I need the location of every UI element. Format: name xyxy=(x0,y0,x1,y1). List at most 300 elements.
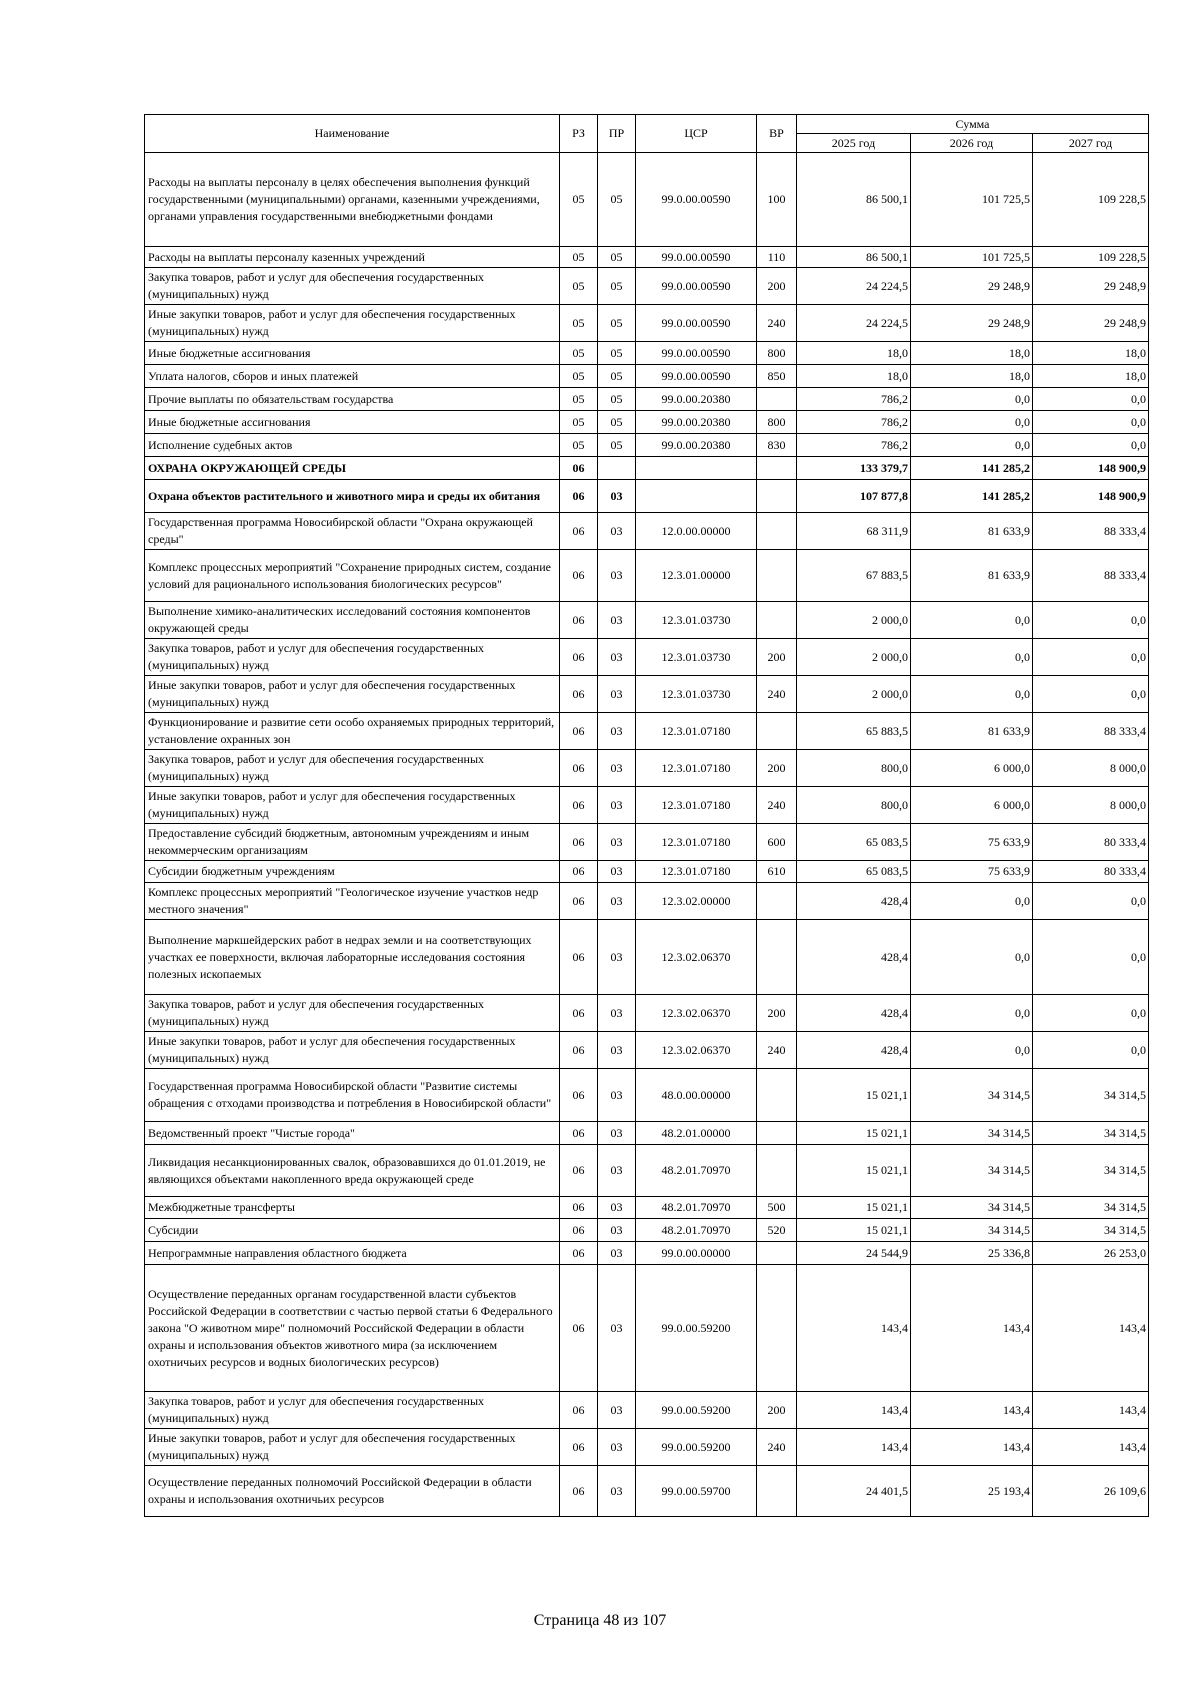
table-row xyxy=(145,1242,1149,1265)
cell-pr xyxy=(598,457,636,480)
cell-vr xyxy=(757,550,797,602)
cell-amount-2027: 29 248,9 xyxy=(1033,305,1149,342)
cell-csr xyxy=(636,457,757,480)
cell-amount-2027: 148 900,9 xyxy=(1033,457,1149,480)
table-row xyxy=(145,411,1149,434)
table-row xyxy=(145,861,1149,883)
table-row xyxy=(145,1219,1149,1242)
cell-amount-2025: 786,2 xyxy=(797,388,911,411)
cell-amount-2027: 0,0 xyxy=(1033,1032,1149,1069)
cell-csr: 12.3.01.07180 xyxy=(636,713,757,750)
cell-pr: 03 xyxy=(598,713,636,750)
cell-csr: 99.0.00.00590 xyxy=(636,268,757,305)
cell-vr xyxy=(757,602,797,639)
cell-pr: 03 xyxy=(598,861,636,883)
cell-amount-2027: 143,4 xyxy=(1033,1429,1149,1466)
cell-amount-2025: 2 000,0 xyxy=(797,602,911,639)
cell-rz: 06 xyxy=(560,602,598,639)
cell-amount-2025: 15 021,1 xyxy=(797,1145,911,1197)
cell-pr: 05 xyxy=(598,388,636,411)
cell-pr: 03 xyxy=(598,639,636,676)
cell-amount-2026: 6 000,0 xyxy=(911,750,1033,787)
table-row xyxy=(145,883,1149,920)
cell-rz: 06 xyxy=(560,883,598,920)
cell-name: Прочие выплаты по обязательствам государства xyxy=(145,388,560,411)
cell-amount-2027: 18,0 xyxy=(1033,365,1149,388)
cell-csr: 99.0.00.59200 xyxy=(636,1265,757,1392)
cell-pr: 05 xyxy=(598,411,636,434)
cell-pr: 03 xyxy=(598,513,636,550)
cell-pr: 03 xyxy=(598,1197,636,1219)
table-row xyxy=(145,513,1149,550)
cell-amount-2025: 15 021,1 xyxy=(797,1219,911,1242)
cell-amount-2026: 81 633,9 xyxy=(911,713,1033,750)
cell-name: Предоставление субсидий бюджетным, автономным учреждениям и иным некоммерческим организациям xyxy=(145,824,560,861)
cell-csr: 99.0.00.00590 xyxy=(636,305,757,342)
cell-name: Закупка товаров, работ и услуг для обеспечения государственных (муниципальных) нужд xyxy=(145,639,560,676)
cell-name: Ликвидация несанкционированных свалок, образовавшихся до 01.01.2019, не являющихся объектами накопленного вреда окружающей среде xyxy=(145,1145,560,1197)
cell-amount-2025: 67 883,5 xyxy=(797,550,911,602)
cell-name: Исполнение судебных актов xyxy=(145,434,560,457)
cell-amount-2025: 15 021,1 xyxy=(797,1122,911,1145)
cell-csr: 99.0.00.00590 xyxy=(636,247,757,268)
cell-csr: 48.2.01.70970 xyxy=(636,1145,757,1197)
cell-pr: 05 xyxy=(598,342,636,365)
cell-amount-2027: 80 333,4 xyxy=(1033,824,1149,861)
cell-amount-2025: 18,0 xyxy=(797,365,911,388)
cell-amount-2027: 143,4 xyxy=(1033,1265,1149,1392)
table-row xyxy=(145,920,1149,995)
cell-amount-2025: 15 021,1 xyxy=(797,1069,911,1122)
cell-name: ОХРАНА ОКРУЖАЮЩЕЙ СРЕДЫ xyxy=(145,457,560,480)
cell-amount-2025: 428,4 xyxy=(797,1032,911,1069)
cell-amount-2025: 143,4 xyxy=(797,1265,911,1392)
cell-vr: 240 xyxy=(757,305,797,342)
cell-amount-2027: 109 228,5 xyxy=(1033,153,1149,247)
table-row xyxy=(145,550,1149,602)
cell-rz: 06 xyxy=(560,1429,598,1466)
cell-amount-2026: 0,0 xyxy=(911,883,1033,920)
cell-rz: 05 xyxy=(560,388,598,411)
cell-rz: 05 xyxy=(560,305,598,342)
cell-amount-2026: 101 725,5 xyxy=(911,247,1033,268)
col-header-2026: 2026 год xyxy=(911,134,1033,153)
cell-csr: 12.3.02.06370 xyxy=(636,1032,757,1069)
cell-amount-2025: 143,4 xyxy=(797,1392,911,1429)
cell-name: Выполнение химико-аналитических исследований состояния компонентов окружающей среды xyxy=(145,602,560,639)
cell-amount-2025: 786,2 xyxy=(797,434,911,457)
cell-amount-2027: 26 253,0 xyxy=(1033,1242,1149,1265)
cell-amount-2027: 34 314,5 xyxy=(1033,1197,1149,1219)
cell-amount-2026: 81 633,9 xyxy=(911,550,1033,602)
cell-vr xyxy=(757,1122,797,1145)
cell-amount-2026: 18,0 xyxy=(911,365,1033,388)
cell-pr: 03 xyxy=(598,1242,636,1265)
cell-rz: 05 xyxy=(560,247,598,268)
cell-rz: 06 xyxy=(560,1032,598,1069)
col-header-vr: ВР xyxy=(757,115,797,153)
cell-vr: 240 xyxy=(757,1429,797,1466)
budget-table xyxy=(144,114,1149,1517)
cell-csr: 12.3.01.03730 xyxy=(636,676,757,713)
cell-csr: 12.3.01.07180 xyxy=(636,824,757,861)
cell-rz: 06 xyxy=(560,861,598,883)
cell-vr xyxy=(757,457,797,480)
table-row xyxy=(145,676,1149,713)
cell-pr: 03 xyxy=(598,787,636,824)
cell-amount-2026: 0,0 xyxy=(911,995,1033,1032)
table-row xyxy=(145,457,1149,480)
cell-pr: 03 xyxy=(598,1265,636,1392)
cell-name: Функционирование и развитие сети особо охраняемых природных территорий, установление охранных зон xyxy=(145,713,560,750)
table-header xyxy=(145,115,1149,153)
table-row xyxy=(145,1145,1149,1197)
cell-csr: 99.0.00.20380 xyxy=(636,388,757,411)
cell-pr: 03 xyxy=(598,1219,636,1242)
cell-rz: 05 xyxy=(560,268,598,305)
cell-amount-2025: 24 224,5 xyxy=(797,268,911,305)
cell-csr: 12.0.00.00000 xyxy=(636,513,757,550)
cell-rz: 06 xyxy=(560,750,598,787)
cell-amount-2025: 800,0 xyxy=(797,750,911,787)
cell-name: Иные закупки товаров, работ и услуг для обеспечения государственных (муниципальных) нужд xyxy=(145,787,560,824)
cell-vr: 240 xyxy=(757,1032,797,1069)
cell-rz: 06 xyxy=(560,1197,598,1219)
cell-csr: 12.3.01.03730 xyxy=(636,602,757,639)
col-header-pr: ПР xyxy=(598,115,636,153)
cell-amount-2026: 18,0 xyxy=(911,342,1033,365)
cell-vr xyxy=(757,1069,797,1122)
cell-rz: 06 xyxy=(560,639,598,676)
cell-amount-2025: 143,4 xyxy=(797,1429,911,1466)
cell-name: Иные закупки товаров, работ и услуг для обеспечения государственных (муниципальных) нужд xyxy=(145,1032,560,1069)
cell-amount-2027: 0,0 xyxy=(1033,602,1149,639)
cell-vr: 200 xyxy=(757,1392,797,1429)
cell-amount-2025: 24 401,5 xyxy=(797,1466,911,1517)
cell-name: Государственная программа Новосибирской области "Охрана окружающей среды" xyxy=(145,513,560,550)
cell-amount-2026: 0,0 xyxy=(911,676,1033,713)
cell-pr: 05 xyxy=(598,153,636,247)
cell-name: Закупка товаров, работ и услуг для обеспечения государственных (муниципальных) нужд xyxy=(145,750,560,787)
cell-vr xyxy=(757,480,797,513)
cell-amount-2027: 8 000,0 xyxy=(1033,787,1149,824)
cell-rz: 05 xyxy=(560,342,598,365)
cell-vr xyxy=(757,1265,797,1392)
cell-pr: 03 xyxy=(598,1466,636,1517)
cell-name: Выполнение маркшейдерских работ в недрах земли и на соответствующих участках ее поверхности, включая лабораторные исследования состояния полезных ископаемых xyxy=(145,920,560,995)
cell-vr: 200 xyxy=(757,995,797,1032)
cell-pr: 05 xyxy=(598,365,636,388)
cell-pr: 05 xyxy=(598,268,636,305)
cell-amount-2025: 2 000,0 xyxy=(797,639,911,676)
table-row xyxy=(145,1466,1149,1517)
cell-amount-2027: 88 333,4 xyxy=(1033,550,1149,602)
cell-vr: 240 xyxy=(757,787,797,824)
cell-rz: 06 xyxy=(560,676,598,713)
cell-amount-2026: 143,4 xyxy=(911,1392,1033,1429)
table-row xyxy=(145,1429,1149,1466)
cell-amount-2027: 0,0 xyxy=(1033,388,1149,411)
cell-csr: 99.0.00.00000 xyxy=(636,1242,757,1265)
cell-pr: 03 xyxy=(598,920,636,995)
cell-amount-2026: 75 633,9 xyxy=(911,824,1033,861)
cell-name: Закупка товаров, работ и услуг для обеспечения государственных (муниципальных) нужд xyxy=(145,1392,560,1429)
cell-amount-2027: 0,0 xyxy=(1033,995,1149,1032)
cell-rz: 06 xyxy=(560,824,598,861)
table-row xyxy=(145,268,1149,305)
table-row xyxy=(145,639,1149,676)
cell-amount-2027: 34 314,5 xyxy=(1033,1145,1149,1197)
cell-amount-2026: 143,4 xyxy=(911,1429,1033,1466)
cell-amount-2026: 0,0 xyxy=(911,388,1033,411)
cell-rz: 06 xyxy=(560,1466,598,1517)
cell-amount-2026: 34 314,5 xyxy=(911,1197,1033,1219)
cell-csr: 99.0.00.00590 xyxy=(636,342,757,365)
cell-amount-2025: 68 311,9 xyxy=(797,513,911,550)
cell-pr: 03 xyxy=(598,1392,636,1429)
cell-amount-2026: 34 314,5 xyxy=(911,1069,1033,1122)
cell-amount-2025: 65 883,5 xyxy=(797,713,911,750)
cell-rz: 06 xyxy=(560,1122,598,1145)
cell-amount-2026: 0,0 xyxy=(911,920,1033,995)
cell-amount-2027: 0,0 xyxy=(1033,676,1149,713)
cell-csr: 12.3.02.00000 xyxy=(636,883,757,920)
cell-amount-2027: 34 314,5 xyxy=(1033,1122,1149,1145)
cell-amount-2026: 101 725,5 xyxy=(911,153,1033,247)
cell-amount-2027: 88 333,4 xyxy=(1033,513,1149,550)
cell-name: Комплекс процессных мероприятий "Геологическое изучение участков недр местного значения" xyxy=(145,883,560,920)
col-header-sum: Сумма xyxy=(797,115,1149,134)
cell-amount-2026: 143,4 xyxy=(911,1265,1033,1392)
cell-rz: 06 xyxy=(560,713,598,750)
cell-vr: 800 xyxy=(757,411,797,434)
cell-amount-2027: 29 248,9 xyxy=(1033,268,1149,305)
cell-csr: 48.2.01.00000 xyxy=(636,1122,757,1145)
table-row xyxy=(145,787,1149,824)
cell-rz: 06 xyxy=(560,1069,598,1122)
cell-csr: 12.3.02.06370 xyxy=(636,995,757,1032)
cell-amount-2026: 34 314,5 xyxy=(911,1219,1033,1242)
table-body xyxy=(145,153,1149,1517)
cell-amount-2027: 0,0 xyxy=(1033,920,1149,995)
cell-amount-2027: 0,0 xyxy=(1033,883,1149,920)
cell-amount-2025: 133 379,7 xyxy=(797,457,911,480)
cell-amount-2026: 29 248,9 xyxy=(911,305,1033,342)
cell-pr: 05 xyxy=(598,434,636,457)
cell-csr: 99.0.00.59200 xyxy=(636,1429,757,1466)
cell-vr xyxy=(757,1242,797,1265)
table-row xyxy=(145,434,1149,457)
cell-vr xyxy=(757,713,797,750)
cell-amount-2025: 65 083,5 xyxy=(797,861,911,883)
cell-pr: 03 xyxy=(598,480,636,513)
cell-rz: 06 xyxy=(560,480,598,513)
cell-amount-2026: 141 285,2 xyxy=(911,480,1033,513)
cell-rz: 06 xyxy=(560,1219,598,1242)
cell-name: Иные бюджетные ассигнования xyxy=(145,342,560,365)
cell-amount-2025: 24 544,9 xyxy=(797,1242,911,1265)
cell-pr: 03 xyxy=(598,1429,636,1466)
cell-vr: 240 xyxy=(757,676,797,713)
cell-amount-2026: 0,0 xyxy=(911,434,1033,457)
cell-vr: 110 xyxy=(757,247,797,268)
cell-name: Охрана объектов растительного и животного мира и среды их обитания xyxy=(145,480,560,513)
cell-amount-2025: 107 877,8 xyxy=(797,480,911,513)
cell-name: Расходы на выплаты персоналу казенных учреждений xyxy=(145,247,560,268)
cell-csr: 99.0.00.00590 xyxy=(636,365,757,388)
cell-vr: 830 xyxy=(757,434,797,457)
col-header-2025: 2025 год xyxy=(797,134,911,153)
cell-vr xyxy=(757,1466,797,1517)
cell-csr: 48.2.01.70970 xyxy=(636,1219,757,1242)
cell-name: Субсидии xyxy=(145,1219,560,1242)
cell-rz: 06 xyxy=(560,1145,598,1197)
table-row xyxy=(145,153,1149,247)
cell-name: Межбюджетные трансферты xyxy=(145,1197,560,1219)
cell-amount-2027: 80 333,4 xyxy=(1033,861,1149,883)
table-row xyxy=(145,480,1149,513)
cell-amount-2025: 24 224,5 xyxy=(797,305,911,342)
cell-amount-2027: 8 000,0 xyxy=(1033,750,1149,787)
cell-name: Государственная программа Новосибирской области "Развитие системы обращения с отходами производства и потребления в Новосибирской области" xyxy=(145,1069,560,1122)
cell-amount-2026: 29 248,9 xyxy=(911,268,1033,305)
cell-csr: 12.3.01.07180 xyxy=(636,750,757,787)
cell-name: Иные бюджетные ассигнования xyxy=(145,411,560,434)
cell-rz: 06 xyxy=(560,995,598,1032)
cell-amount-2025: 428,4 xyxy=(797,995,911,1032)
cell-csr: 12.3.01.07180 xyxy=(636,861,757,883)
col-header-csr: ЦСР xyxy=(636,115,757,153)
cell-amount-2025: 2 000,0 xyxy=(797,676,911,713)
cell-name: Закупка товаров, работ и услуг для обеспечения государственных (муниципальных) нужд xyxy=(145,995,560,1032)
cell-rz: 05 xyxy=(560,434,598,457)
cell-csr: 12.3.01.07180 xyxy=(636,787,757,824)
cell-amount-2027: 143,4 xyxy=(1033,1392,1149,1429)
cell-pr: 03 xyxy=(598,995,636,1032)
cell-csr: 12.3.02.06370 xyxy=(636,920,757,995)
cell-rz: 05 xyxy=(560,365,598,388)
cell-name: Осуществление переданных полномочий Российской Федерации в области охраны и использования охотничьих ресурсов xyxy=(145,1466,560,1517)
cell-vr: 500 xyxy=(757,1197,797,1219)
cell-amount-2025: 86 500,1 xyxy=(797,153,911,247)
table-row xyxy=(145,365,1149,388)
cell-pr: 03 xyxy=(598,676,636,713)
cell-amount-2025: 18,0 xyxy=(797,342,911,365)
cell-pr: 03 xyxy=(598,750,636,787)
cell-amount-2025: 786,2 xyxy=(797,411,911,434)
cell-pr: 03 xyxy=(598,1145,636,1197)
cell-name: Иные закупки товаров, работ и услуг для обеспечения государственных (муниципальных) нужд xyxy=(145,676,560,713)
cell-csr: 99.0.00.20380 xyxy=(636,434,757,457)
cell-amount-2027: 0,0 xyxy=(1033,434,1149,457)
cell-amount-2026: 34 314,5 xyxy=(911,1145,1033,1197)
cell-amount-2025: 15 021,1 xyxy=(797,1197,911,1219)
cell-name: Ведомственный проект "Чистые города" xyxy=(145,1122,560,1145)
cell-vr: 200 xyxy=(757,750,797,787)
table-row xyxy=(145,1122,1149,1145)
cell-vr xyxy=(757,920,797,995)
cell-csr: 99.0.00.00590 xyxy=(636,153,757,247)
cell-amount-2027: 0,0 xyxy=(1033,639,1149,676)
cell-amount-2027: 88 333,4 xyxy=(1033,713,1149,750)
table-row xyxy=(145,1069,1149,1122)
table-row xyxy=(145,342,1149,365)
cell-name: Субсидии бюджетным учреждениям xyxy=(145,861,560,883)
cell-name: Расходы на выплаты персоналу в целях обеспечения выполнения функций государственными (муниципальными) органами, казенными учреждениями, органами управления государственными внебюджетными фондами xyxy=(145,153,560,247)
cell-name: Уплата налогов, сборов и иных платежей xyxy=(145,365,560,388)
cell-amount-2026: 0,0 xyxy=(911,1032,1033,1069)
table-row xyxy=(145,713,1149,750)
table-row xyxy=(145,602,1149,639)
cell-amount-2026: 141 285,2 xyxy=(911,457,1033,480)
col-header-2027: 2027 год xyxy=(1033,134,1149,153)
cell-rz: 06 xyxy=(560,550,598,602)
cell-amount-2026: 25 336,8 xyxy=(911,1242,1033,1265)
cell-amount-2027: 148 900,9 xyxy=(1033,480,1149,513)
cell-rz: 06 xyxy=(560,513,598,550)
cell-vr: 200 xyxy=(757,639,797,676)
cell-vr: 610 xyxy=(757,861,797,883)
cell-rz: 05 xyxy=(560,153,598,247)
cell-pr: 03 xyxy=(598,824,636,861)
cell-csr: 12.3.01.00000 xyxy=(636,550,757,602)
page-number: Страница 48 из 107 xyxy=(533,1612,667,1629)
cell-csr: 48.2.01.70970 xyxy=(636,1197,757,1219)
cell-vr: 850 xyxy=(757,365,797,388)
table-row xyxy=(145,305,1149,342)
cell-rz: 06 xyxy=(560,920,598,995)
cell-amount-2027: 34 314,5 xyxy=(1033,1069,1149,1122)
cell-name: Иные закупки товаров, работ и услуг для обеспечения государственных (муниципальных) нужд xyxy=(145,305,560,342)
cell-vr xyxy=(757,513,797,550)
cell-rz: 06 xyxy=(560,1265,598,1392)
cell-csr: 99.0.00.59700 xyxy=(636,1466,757,1517)
table-row xyxy=(145,1032,1149,1069)
cell-amount-2025: 65 083,5 xyxy=(797,824,911,861)
cell-csr: 48.0.00.00000 xyxy=(636,1069,757,1122)
cell-name: Закупка товаров, работ и услуг для обеспечения государственных (муниципальных) нужд xyxy=(145,268,560,305)
cell-vr xyxy=(757,388,797,411)
cell-pr: 03 xyxy=(598,883,636,920)
cell-amount-2027: 18,0 xyxy=(1033,342,1149,365)
table-row xyxy=(145,750,1149,787)
cell-amount-2025: 800,0 xyxy=(797,787,911,824)
cell-amount-2027: 26 109,6 xyxy=(1033,1466,1149,1517)
cell-amount-2026: 0,0 xyxy=(911,602,1033,639)
cell-name: Комплекс процессных мероприятий "Сохранение природных систем, создание условий для рационального использования биологических ресурсов" xyxy=(145,550,560,602)
cell-amount-2025: 86 500,1 xyxy=(797,247,911,268)
cell-pr: 05 xyxy=(598,305,636,342)
cell-vr: 200 xyxy=(757,268,797,305)
table-row xyxy=(145,1197,1149,1219)
cell-rz: 05 xyxy=(560,411,598,434)
col-header-rz: РЗ xyxy=(560,115,598,153)
cell-amount-2026: 0,0 xyxy=(911,639,1033,676)
cell-amount-2026: 75 633,9 xyxy=(911,861,1033,883)
cell-pr: 03 xyxy=(598,1069,636,1122)
cell-pr: 03 xyxy=(598,602,636,639)
cell-name: Иные закупки товаров, работ и услуг для обеспечения государственных (муниципальных) нужд xyxy=(145,1429,560,1466)
table-row xyxy=(145,247,1149,268)
cell-rz: 06 xyxy=(560,1392,598,1429)
cell-pr: 03 xyxy=(598,1122,636,1145)
cell-rz: 06 xyxy=(560,787,598,824)
cell-rz: 06 xyxy=(560,457,598,480)
cell-vr: 600 xyxy=(757,824,797,861)
cell-rz: 06 xyxy=(560,1242,598,1265)
cell-csr: 99.0.00.20380 xyxy=(636,411,757,434)
cell-csr: 12.3.01.03730 xyxy=(636,639,757,676)
